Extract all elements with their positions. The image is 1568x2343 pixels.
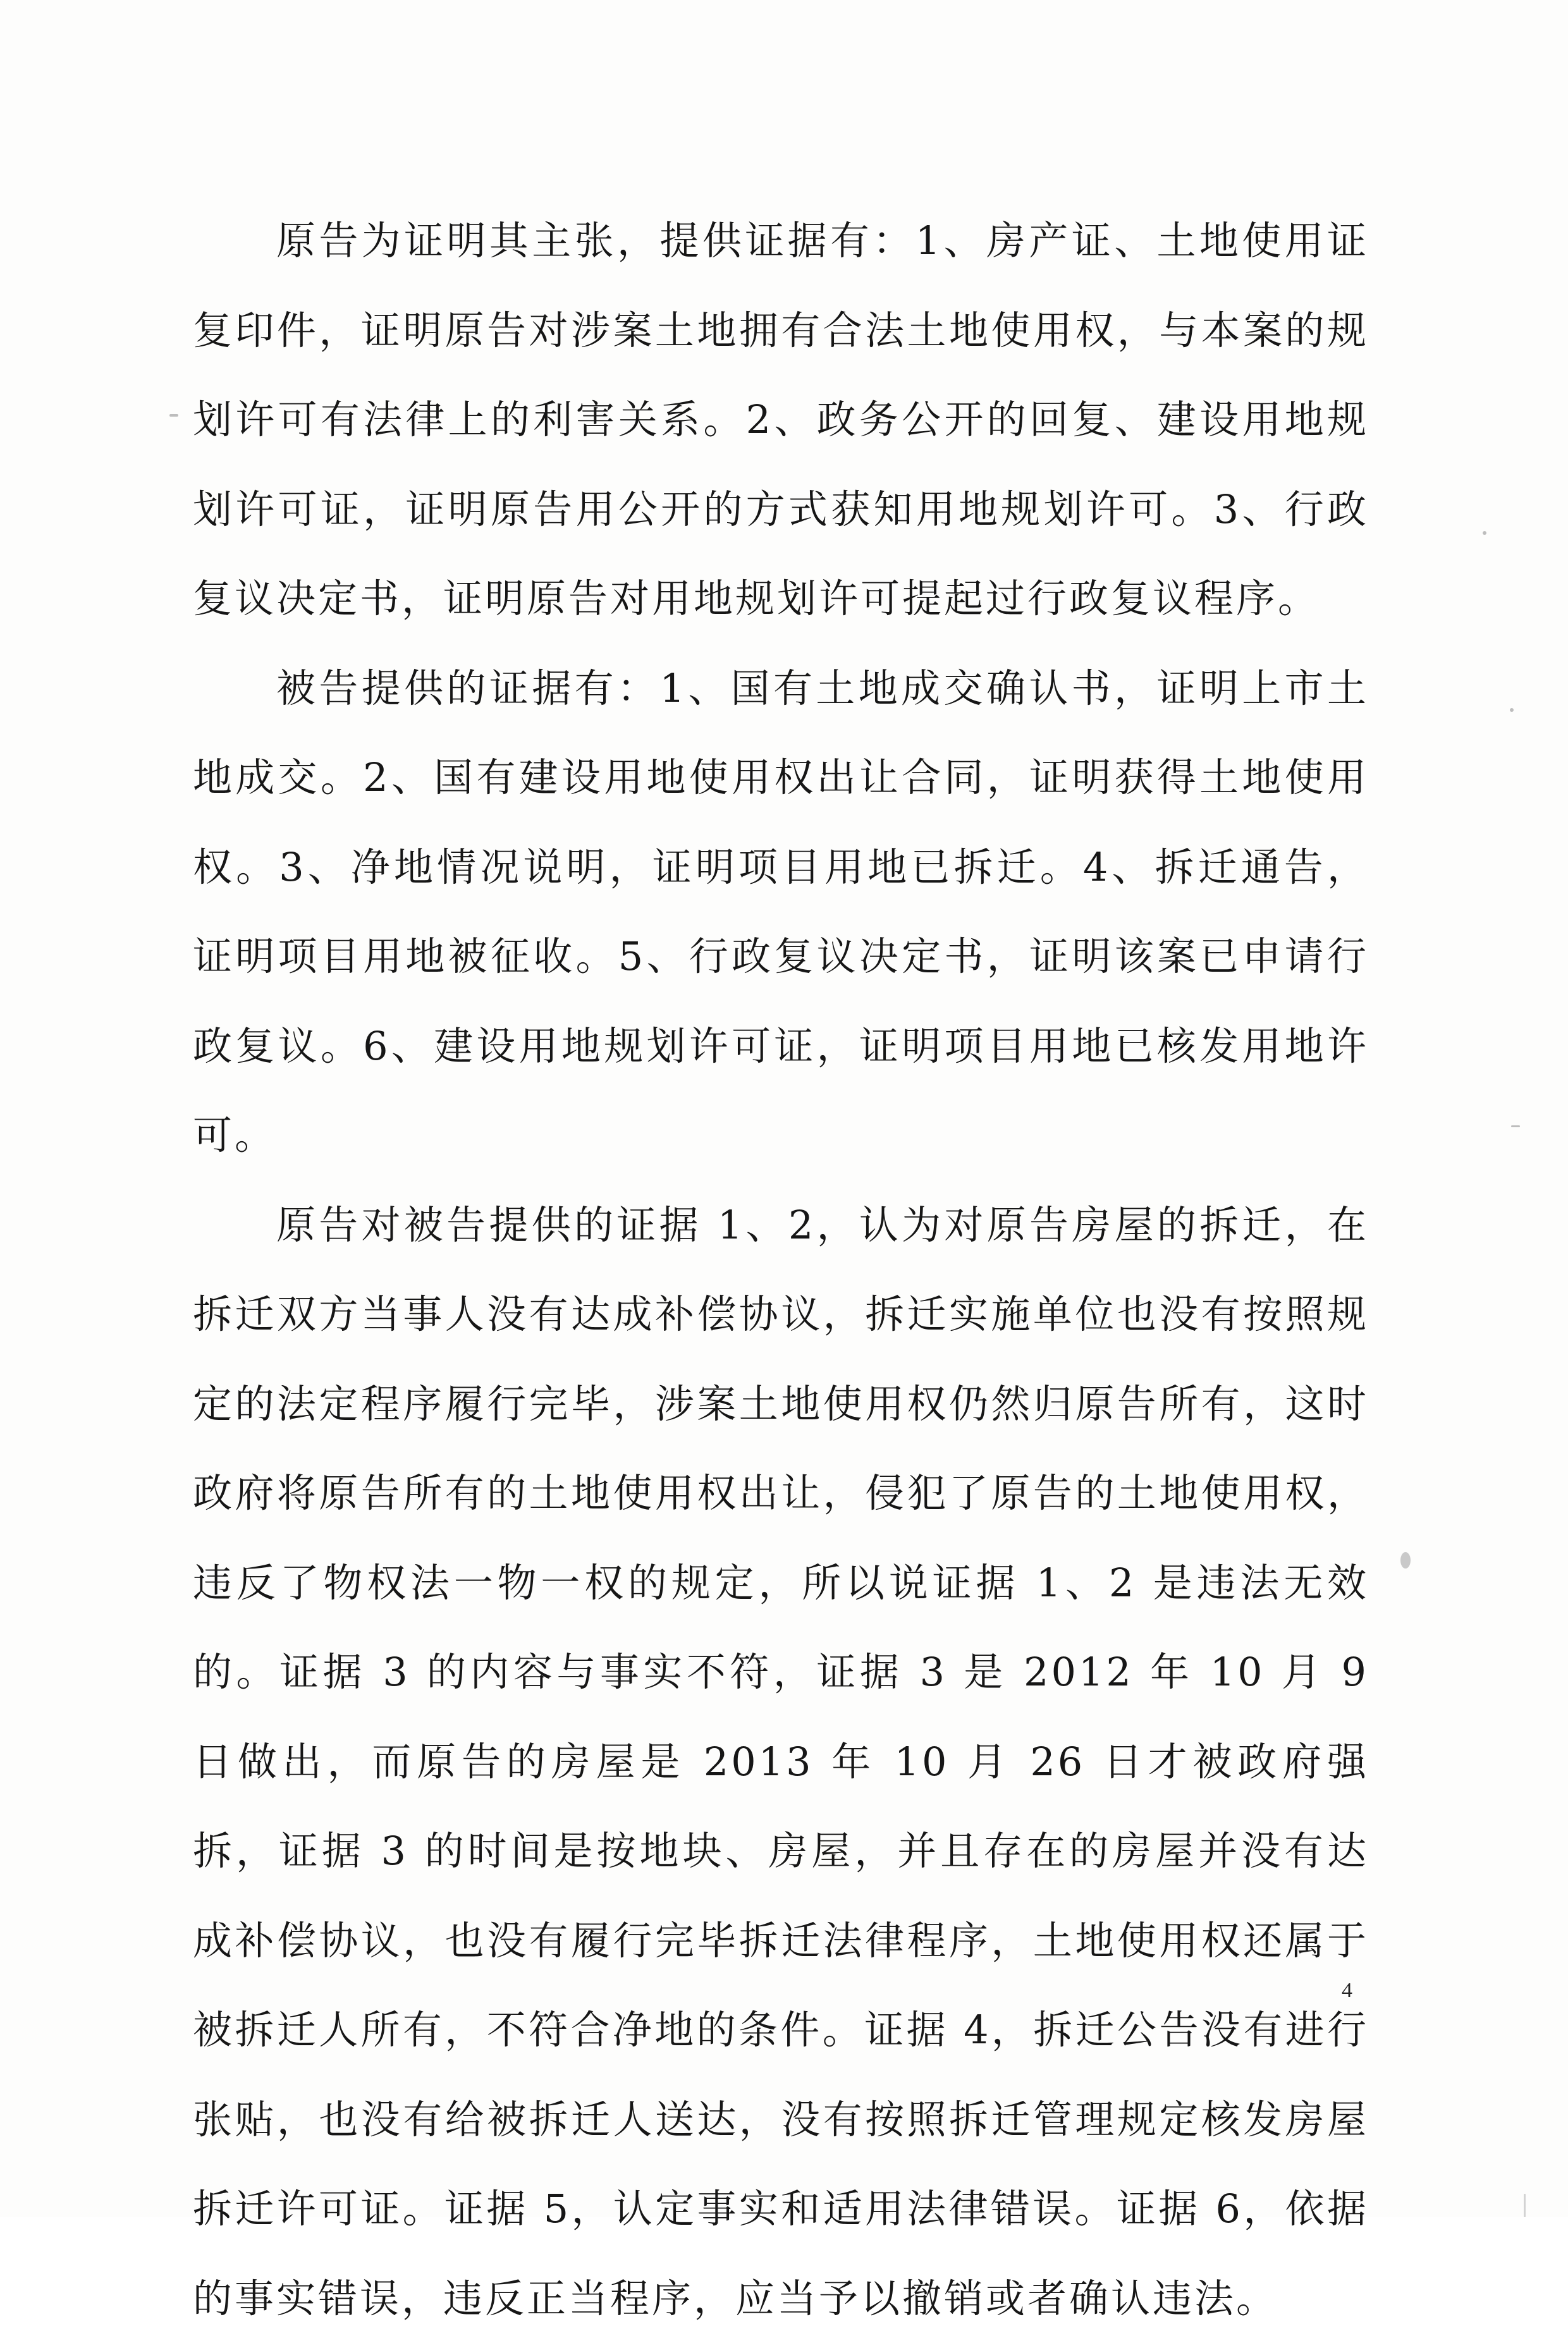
scan-speck bbox=[169, 414, 178, 417]
scan-speck bbox=[1510, 708, 1514, 712]
scan-speck bbox=[1400, 1552, 1411, 1569]
scan-edge-line bbox=[1524, 2194, 1526, 2217]
document-body bbox=[193, 196, 1369, 2343]
paragraph-plaintiff-evidence: 原告为证明其主张，提供证据有：1、房产证、土地使用证复印件，证明原告对涉案土地拥有合法土地使用权，与本案的规划许可有法律上的利害关系。2、政务公开的回复、建设用地规划许可证，证明原告用公开的方式获知用地规划许可。3、行政复议决定书，证明原告对用地规划许可提起过行政复议程序。 bbox=[193, 196, 1369, 644]
paragraph-plaintiff-opinion: 原告对被告提供的证据 1、2，认为对原告房屋的拆迁，在拆迁双方当事人没有达成补偿协议，拆迁实施单位也没有按照规定的法定程序履行完毕，涉案土地使用权仍然归原告所有，这时政府将原告所有的土地使用权出让，侵犯了原告的土地使用权，违反了物权法一物一权的规定，所以说证据 1、2 是违法无效的。证据 3 的内容与事实不符，证据 3 是 2012 年 10 月 9 日做出，而原告的房屋是 2013 年 10 月 26 日才被政府强拆，证据 3 的时间是按地块、房屋，并且存在的房屋并没有达成补偿协议，也没有履行完毕拆迁法律程序，土地使用权还属于被拆迁人所有，不符合净地的条件。证据 4，拆迁公告没有进行张贴，也没有给被拆迁人送达，没有按照拆迁管理规定核发房屋拆迁许可证。证据 5，认定事实和适用法律错误。证据 6，依据的事实错误，违反正当程序，应当予以撤销或者确认违法。 bbox=[193, 1180, 1369, 2343]
scan-speck bbox=[1511, 1125, 1520, 1127]
paragraph-defendant-evidence: 被告提供的证据有：1、国有土地成交确认书，证明上市土地成交。2、国有建设用地使用权出让合同，证明获得土地使用权。3、净地情况说明，证明项目用地已拆迁。4、拆迁通告，证明项目用地被征收。5、行政复议决定书，证明该案已申请行政复议。6、建设用地规划许可证，证明项目用地已核发用地许可。 bbox=[193, 644, 1369, 1180]
page-number: 4 bbox=[1342, 1979, 1352, 2003]
scan-speck bbox=[1483, 531, 1486, 535]
